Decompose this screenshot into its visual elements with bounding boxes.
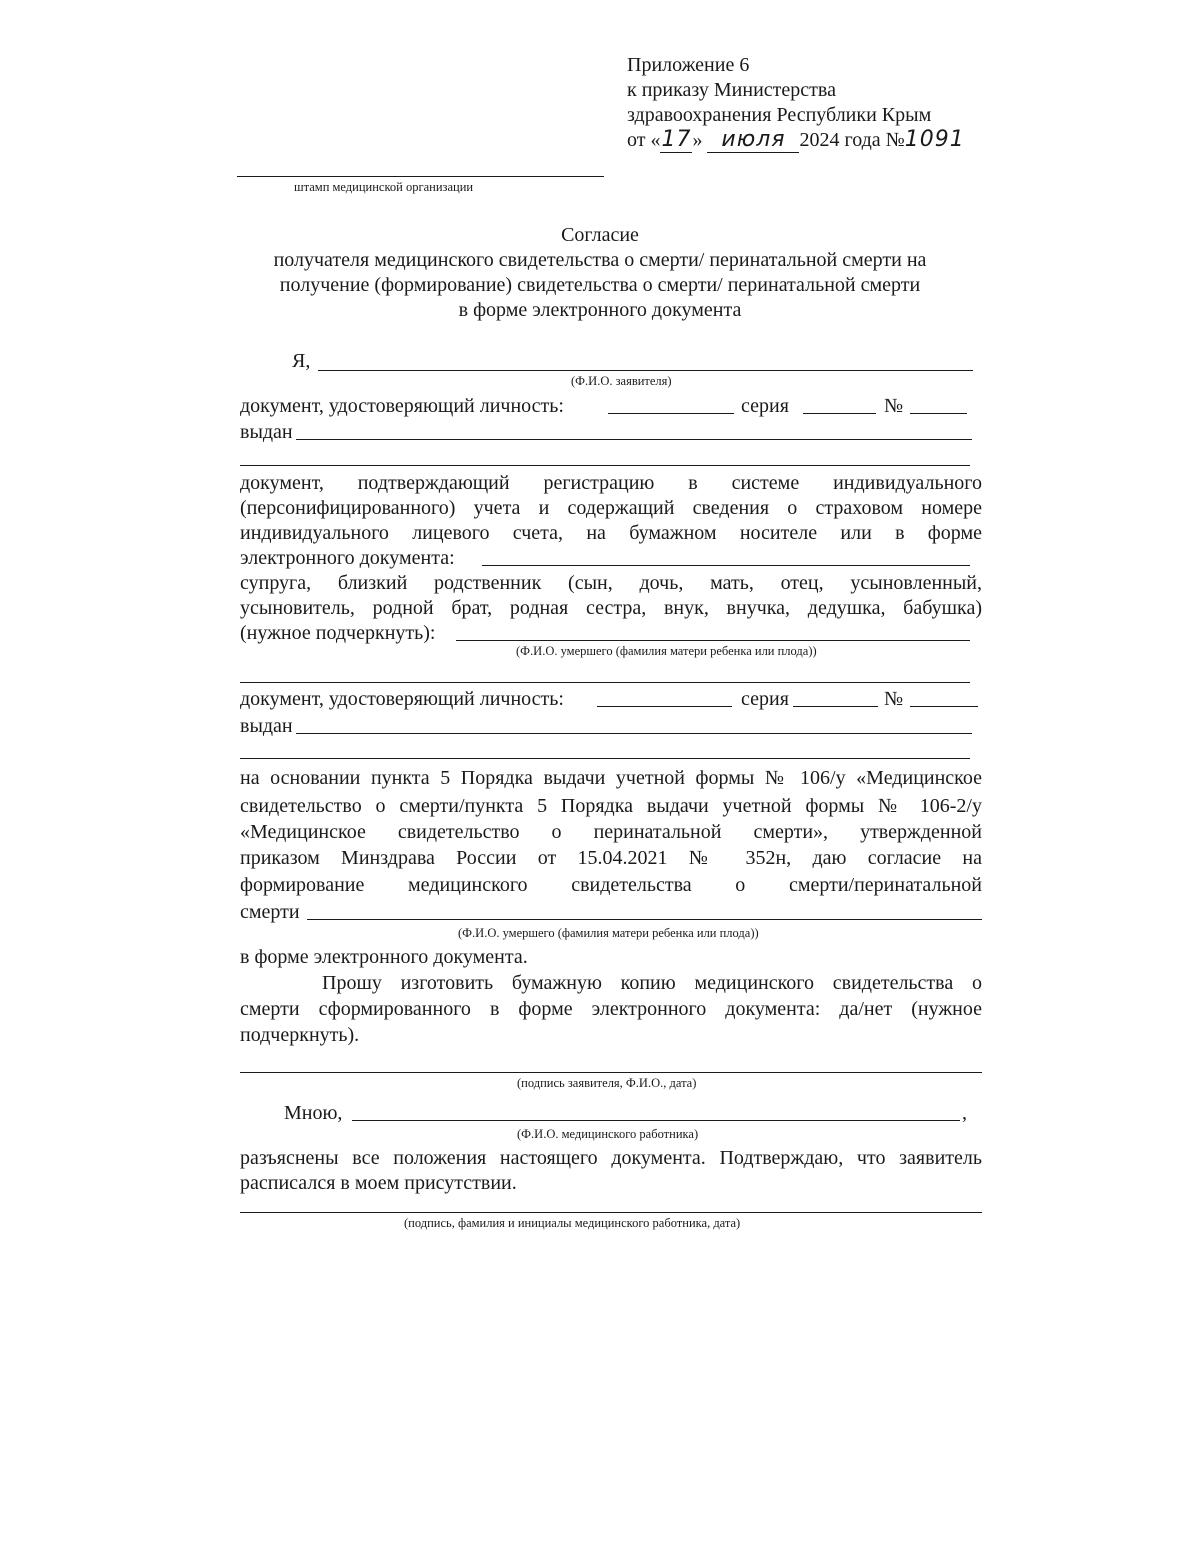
- snils-line-2: (персонифицированного) учета и содержащий сведения о страховом номере: [240, 497, 982, 519]
- stamp-caption: штамп медицинской организации: [294, 180, 474, 194]
- annex-number: Приложение 6: [627, 54, 750, 76]
- worker-name-line[interactable]: [352, 1120, 960, 1121]
- number-label-2: №: [884, 688, 904, 710]
- basis-line-1: на основании пункта 5 Порядка выдачи учетной формы № 106/у «Медицинское: [240, 767, 982, 789]
- snils-line-1: документ, подтверждающий регистрацию в системе индивидуального: [240, 472, 982, 494]
- explained-line-1: разъяснены все положения настоящего документа. Подтверждаю, что заявитель: [240, 1147, 982, 1169]
- id-doc-label: документ, удостоверяющий личность:: [240, 395, 564, 417]
- applicant-signature-line[interactable]: [240, 1072, 982, 1073]
- handwritten-day: 17: [661, 127, 692, 152]
- series-line[interactable]: [803, 413, 876, 414]
- relative-line-1: супруга, близкий родственник (сын, дочь, мать, отец, усыновленный,: [240, 572, 982, 594]
- number-line-2[interactable]: [910, 706, 978, 707]
- snils-line[interactable]: [482, 565, 970, 566]
- worker-signature-caption: (подпись, фамилия и инициалы медицинского работника, дата): [404, 1216, 741, 1230]
- snils-line-4: электронного документа:: [240, 547, 455, 569]
- issued-line-2[interactable]: [240, 465, 970, 466]
- electronic-form-text: в форме электронного документа.: [240, 946, 528, 968]
- relative-line-3: (нужное подчеркнуть):: [240, 622, 436, 644]
- issued-line-4[interactable]: [240, 758, 970, 759]
- snils-line-3: индивидуального лицевого счета, на бумажном носителе или в форме: [240, 522, 982, 544]
- basis-line-5: формирование медицинского свидетельства о смерти/перинатальной: [240, 874, 982, 896]
- title-consent: Согласие: [561, 224, 639, 246]
- series-label-2: серия: [741, 688, 789, 710]
- date-year: 2024 года №: [799, 129, 905, 151]
- annex-ministry: здравоохранения Республики Крым: [627, 104, 932, 126]
- issued-label-2: выдан: [240, 715, 293, 737]
- basis-line-3: «Медицинское свидетельство о перинатальной смерти», утвержденной: [240, 821, 982, 843]
- handwritten-order-number: 1091: [904, 127, 965, 152]
- date-quote-close: »: [692, 129, 703, 151]
- series-line-2[interactable]: [793, 706, 878, 707]
- series-label: серия: [741, 395, 789, 417]
- explained-line-2: расписался в моем присутствии.: [240, 1172, 517, 1194]
- issued-label: выдан: [240, 421, 293, 443]
- title-line-2: получателя медицинского свидетельства о смерти/ перинатальной смерти на: [273, 249, 927, 271]
- number-label: №: [884, 395, 904, 417]
- mnoyu-comma: ,: [962, 1102, 967, 1124]
- annex-date-line: [627, 128, 965, 153]
- handwritten-month: июля: [707, 128, 799, 153]
- id-doc-type-line-2[interactable]: [597, 706, 732, 707]
- deceased-name-line-2[interactable]: [240, 682, 970, 683]
- basis-line-6: смерти: [240, 901, 300, 923]
- applicant-caption: (Ф.И.О. заявителя): [571, 374, 672, 388]
- signature-caption: (подпись заявителя, Ф.И.О., дата): [517, 1076, 697, 1090]
- basis-line-4: приказом Минздрава России от 15.04.2021 № 352н, даю согласие на: [240, 847, 982, 869]
- stamp-line: [237, 176, 604, 177]
- deceased-caption: (Ф.И.О. умершего (фамилия матери ребенка или плода)): [516, 644, 817, 658]
- relative-line-2: усыновитель, родной брат, родная сестра, внук, внучка, дедушка, бабушка): [240, 597, 982, 619]
- id-doc-label-2: документ, удостоверяющий личность:: [240, 688, 564, 710]
- issued-line[interactable]: [296, 439, 972, 440]
- applicant-name-line[interactable]: [318, 370, 973, 371]
- deceased-name-line-3[interactable]: [307, 919, 982, 920]
- title-line-3: получение (формирование) свидетельства о смерти/ перинатальной смерти: [279, 274, 921, 296]
- date-prefix: от «: [627, 129, 661, 151]
- deceased-caption-2: (Ф.И.О. умершего (фамилия матери ребенка или плода)): [458, 926, 759, 940]
- copy-line-2: смерти сформированного в форме электронного документа: да/нет (нужное: [240, 998, 982, 1020]
- id-doc-type-line[interactable]: [608, 413, 734, 414]
- basis-line-2: свидетельство о смерти/пункта 5 Порядка выдачи учетной формы № 106-2/у: [240, 795, 982, 817]
- issued-line-3[interactable]: [296, 733, 972, 734]
- mnoyu-label: Мною,: [284, 1102, 343, 1124]
- copy-line-3: подчеркнуть).: [240, 1024, 360, 1046]
- i-label: Я,: [292, 350, 311, 372]
- worker-caption: (Ф.И.О. медицинского работника): [517, 1127, 699, 1141]
- number-line[interactable]: [910, 413, 967, 414]
- deceased-name-line[interactable]: [456, 640, 970, 641]
- annex-order-ref: к приказу Министерства: [627, 79, 836, 101]
- title-line-4: в форме электронного документа: [458, 299, 742, 321]
- worker-signature-line[interactable]: [240, 1212, 982, 1213]
- copy-line-1: Прошу изготовить бумажную копию медицинского свидетельства о: [322, 972, 982, 994]
